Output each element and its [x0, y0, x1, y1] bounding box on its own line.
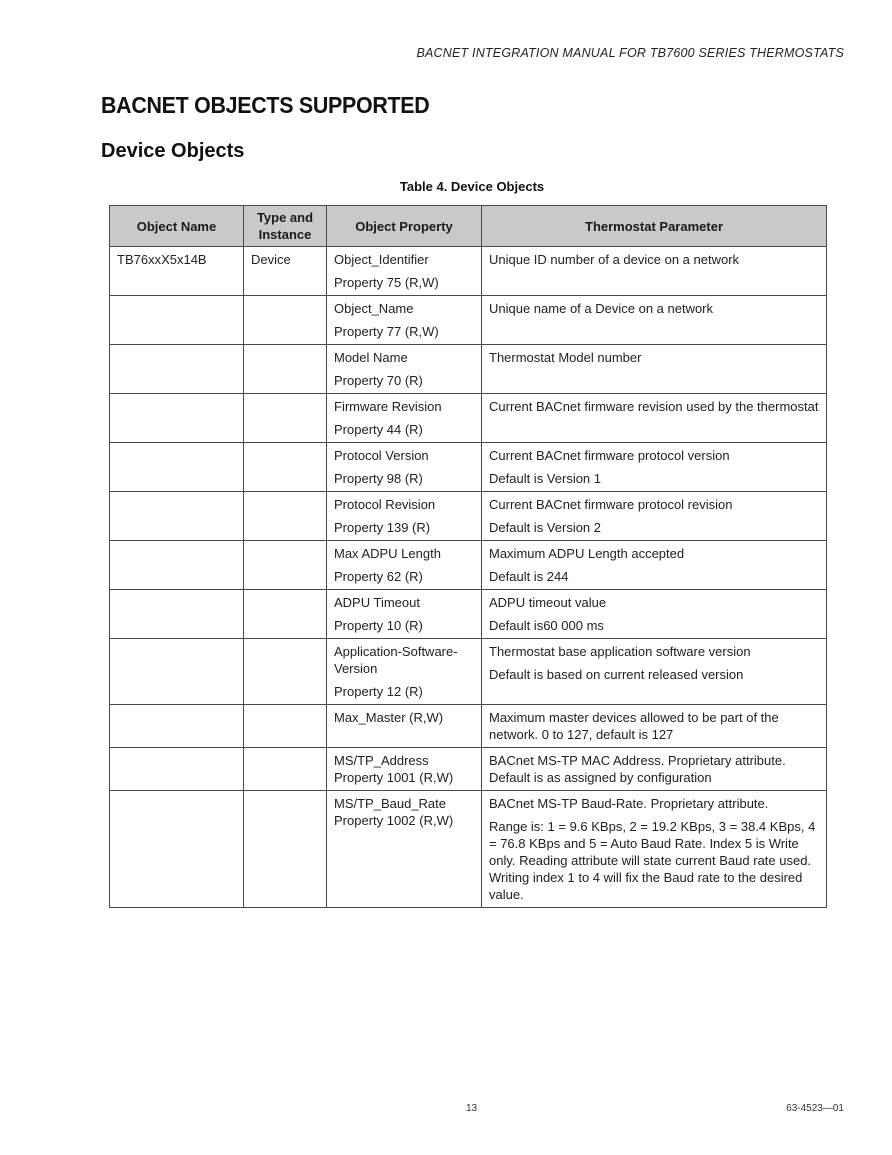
table-row	[110, 705, 827, 748]
cell-object-name: TB76xxX5x14B	[110, 247, 244, 296]
table-row	[110, 345, 827, 394]
property-id: Property 139 (R)	[334, 520, 431, 535]
cell-type	[244, 541, 327, 590]
parameter-range: Range is: 1 = 9.6 KBps, 2 = 19.2 KBps, 3 = 38.4 KBps, 4 = 76.8 KBps and 5 = Auto Baud Rate. Index 5 is Write only. Reading attribute will state current Baud rate used. Writing index 1 to 4 will fix the Baud rate to the desired value.	[489, 819, 816, 902]
property-name: MS/TP_Baud_Rate	[334, 796, 447, 811]
parameter-text: Current BACnet firmware protocol version	[489, 448, 730, 463]
cell-parameter	[482, 247, 827, 296]
property-name: Object_Name	[334, 301, 414, 316]
cell-parameter	[482, 705, 827, 748]
property-id: Property 70 (R)	[334, 373, 423, 388]
cell-parameter	[482, 541, 827, 590]
cell-parameter	[482, 748, 827, 791]
running-header: BACNET INTEGRATION MANUAL FOR TB7600 SERIES THERMOSTATS	[416, 46, 844, 60]
cell-parameter	[482, 590, 827, 639]
cell-type	[244, 492, 327, 541]
cell-object-name	[110, 791, 244, 908]
cell-object-name	[110, 639, 244, 705]
table-row	[110, 492, 827, 541]
cell-property	[327, 394, 482, 443]
parameter-default: Default is as assigned by configuration	[489, 770, 712, 785]
cell-type	[244, 639, 327, 705]
parameter-text: Thermostat base application software version	[489, 644, 751, 659]
property-name: Protocol Version	[334, 448, 429, 463]
cell-object-name	[110, 590, 244, 639]
table-row	[110, 296, 827, 345]
cell-type	[244, 394, 327, 443]
cell-property	[327, 705, 482, 748]
table-caption: Table 4. Device Objects	[399, 179, 545, 194]
page-number: 13	[466, 1103, 478, 1114]
cell-type	[244, 443, 327, 492]
cell-property	[327, 791, 482, 908]
cell-property	[327, 296, 482, 345]
parameter-text: BACnet MS-TP Baud-Rate. Proprietary attribute.	[489, 796, 769, 811]
table-row	[110, 791, 827, 908]
parameter-text: ADPU timeout value	[489, 595, 607, 610]
cell-object-name	[110, 748, 244, 791]
cell-property	[327, 639, 482, 705]
parameter-text: Unique name of a Device on a network	[489, 301, 714, 316]
table-row	[110, 590, 827, 639]
parameter-default: Default is60 000 ms	[489, 618, 604, 633]
header-thermostat-parameter: Thermostat Parameter	[482, 206, 827, 247]
table-row	[110, 639, 827, 705]
table-row	[110, 394, 827, 443]
cell-object-name	[110, 394, 244, 443]
cell-type	[244, 748, 327, 791]
cell-type: Device	[244, 247, 327, 296]
property-id: Property 62 (R)	[334, 569, 423, 584]
cell-property	[327, 492, 482, 541]
parameter-text: BACnet MS-TP MAC Address. Proprietary attribute.	[489, 753, 786, 768]
device-objects-table	[109, 205, 827, 908]
cell-object-name	[110, 345, 244, 394]
parameter-text: Unique ID number of a device on a network	[489, 252, 740, 267]
cell-parameter	[482, 296, 827, 345]
cell-object-name	[110, 443, 244, 492]
cell-object-name	[110, 492, 244, 541]
property-id: Property 98 (R)	[334, 471, 423, 486]
header-object-name: Object Name	[110, 206, 244, 247]
parameter-text: Current BACnet firmware revision used by the thermostat	[489, 399, 819, 414]
property-name: ADPU Timeout	[334, 595, 420, 610]
property-name: MS/TP_Address	[334, 753, 429, 768]
table-row	[110, 541, 827, 590]
cell-property	[327, 590, 482, 639]
parameter-default: Default is based on current released version	[489, 667, 744, 682]
property-id: Property 12 (R)	[334, 684, 423, 699]
cell-parameter	[482, 394, 827, 443]
section-title: BACNET OBJECTS SUPPORTED	[101, 92, 430, 118]
cell-type	[244, 296, 327, 345]
table-row	[110, 443, 827, 492]
header-type-line1: Type and	[256, 210, 314, 225]
property-name: Max ADPU Length	[334, 546, 441, 561]
parameter-default: Default is Version 2	[489, 520, 602, 535]
subsection-title: Device Objects	[101, 140, 245, 162]
cell-type	[244, 705, 327, 748]
property-id: Property 44 (R)	[334, 422, 423, 437]
cell-property	[327, 443, 482, 492]
cell-parameter	[482, 345, 827, 394]
document-number: 63-4523—01	[786, 1103, 844, 1114]
cell-type	[244, 791, 327, 908]
parameter-text: Current BACnet firmware protocol revision	[489, 497, 733, 512]
property-name: Object_Identifier	[334, 252, 429, 267]
property-name: Protocol Revision	[334, 497, 436, 512]
cell-property	[327, 541, 482, 590]
table-row	[110, 247, 827, 296]
property-id: Property 1002 (R,W)	[334, 813, 454, 828]
header-object-property: Object Property	[327, 206, 482, 247]
parameter-text: Maximum ADPU Length accepted	[489, 546, 685, 561]
cell-type	[244, 590, 327, 639]
property-name: Application-Software-Version	[334, 644, 458, 676]
cell-object-name	[110, 705, 244, 748]
cell-parameter	[482, 791, 827, 908]
cell-property	[327, 748, 482, 791]
header-type-instance	[244, 206, 327, 247]
parameter-text: Maximum master devices allowed to be part of the network. 0 to 127, default is 127	[489, 710, 779, 742]
parameter-default: Default is Version 1	[489, 471, 602, 486]
parameter-text: Thermostat Model number	[489, 350, 642, 365]
cell-property	[327, 345, 482, 394]
cell-object-name	[110, 296, 244, 345]
cell-type	[244, 345, 327, 394]
table-row	[110, 748, 827, 791]
property-id: Property 75 (R,W)	[334, 275, 439, 290]
property-id: Property 10 (R)	[334, 618, 423, 633]
parameter-default: Default is 244	[489, 569, 569, 584]
cell-parameter	[482, 492, 827, 541]
cell-property	[327, 247, 482, 296]
property-id: Property 77 (R,W)	[334, 324, 439, 339]
cell-object-name	[110, 541, 244, 590]
cell-parameter	[482, 639, 827, 705]
table-header-row	[110, 206, 827, 247]
header-type-line2: Instance	[258, 227, 312, 242]
cell-parameter	[482, 443, 827, 492]
property-name: Firmware Revision	[334, 399, 442, 414]
property-name: Max_Master (R,W)	[334, 710, 444, 725]
property-name: Model Name	[334, 350, 408, 365]
property-id: Property 1001 (R,W)	[334, 770, 454, 785]
